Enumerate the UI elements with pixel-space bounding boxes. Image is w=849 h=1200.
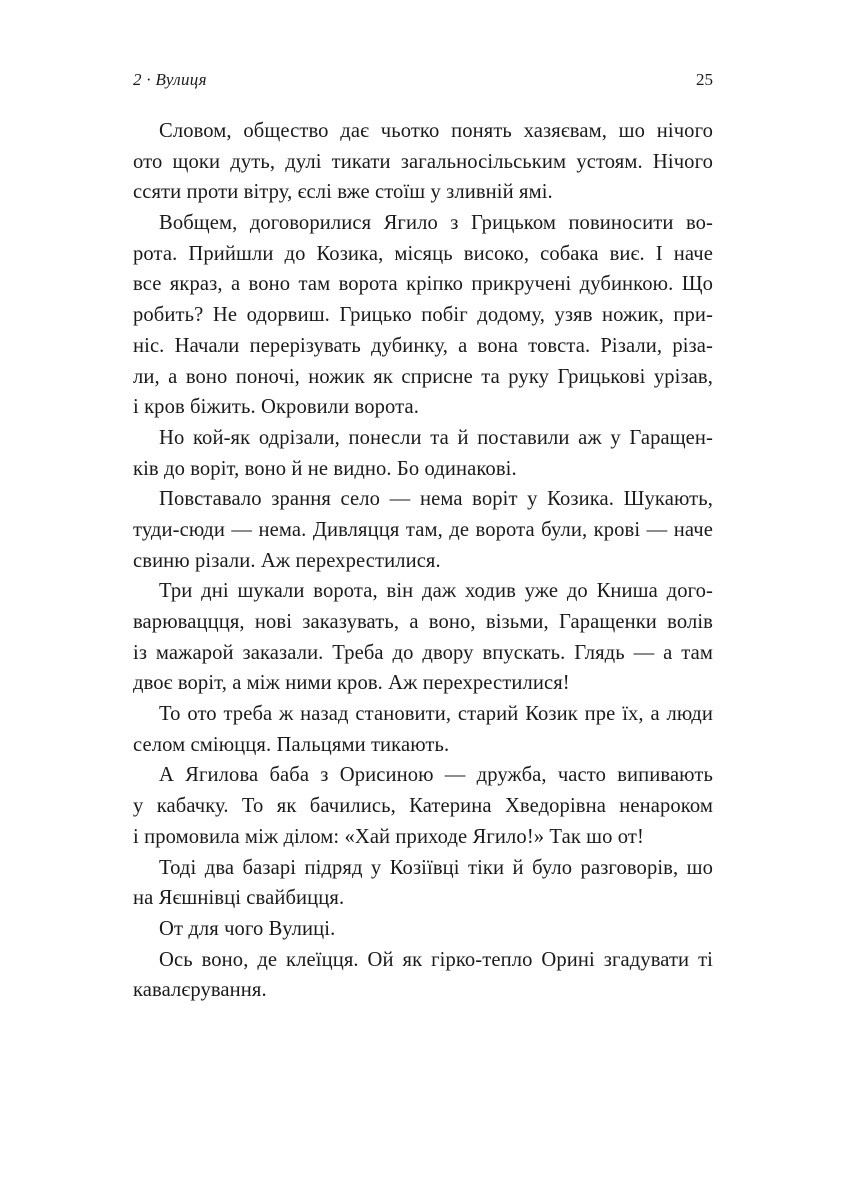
- text-line: кавалєрування.: [133, 979, 267, 1002]
- paragraph: [133, 853, 713, 914]
- running-head: [133, 70, 713, 92]
- text-line: варюваццця, нові заказувать, а воно, візьми, Гаращенки волів: [133, 611, 713, 633]
- text-line: ніс. Начали перерізувать дубинку, а вона товста. Різали, різа-: [133, 334, 713, 357]
- text-line: робить? Не одорвиш. Грицько побіг додому, узяв ножик, при-: [133, 304, 713, 327]
- text-line: Повставало зрання село — нема воріт у Козика. Шукають,: [159, 488, 713, 511]
- text-line: свиню різали. Аж перехрестилися.: [133, 549, 441, 572]
- text-line: ків до воріт, воно й не видно. Бо одинакові.: [133, 457, 517, 480]
- text-line: і кров біжить. Окровили ворота.: [133, 396, 419, 419]
- text-line: ли, а воно поночі, ножик як сприсне та руку Грицькові урізав,: [133, 365, 713, 388]
- text-line: А Ягилова баба з Орисиною — дружба, часто випивають: [159, 764, 713, 787]
- paragraph: [133, 760, 713, 852]
- text-line: ссяти проти вітру, єслі вже стоїш у зливній ямі.: [133, 181, 553, 204]
- paragraph: [133, 699, 713, 760]
- text-line: Словом, общество дає чьотко понять хазяєвам, шо нічого: [159, 120, 713, 142]
- text-line: туди-сюди — нема. Дивляцця там, де ворота були, крові — наче: [133, 518, 713, 541]
- text-line: От для чого Вулиці.: [159, 917, 336, 940]
- text-line: Но кой-як одрізали, понесли та й поставили аж у Гаращен-: [159, 426, 713, 449]
- paragraph: [133, 945, 713, 1006]
- text-line: все якраз, а воно там ворота кріпко прикручені дубинкою. Що: [133, 273, 713, 296]
- text-line: і промовила між ділом: «Хай приходе Ягило!» Так шо от!: [133, 825, 644, 848]
- text-line: із мажарой заказали. Треба до двору впускать. Глядь — а там: [133, 641, 713, 664]
- text-line: у кабачку. То як бачились, Катерина Хведорівна ненароком: [133, 795, 713, 818]
- paragraph: [133, 484, 713, 576]
- text-line: селом сміюцця. Пальцями тикають.: [133, 733, 450, 756]
- text-line: ото щоки дуть, дулі тикати загальносільським устоям. Нічого: [133, 150, 713, 173]
- text-line: на Яєшнівці свайбицця.: [133, 887, 345, 910]
- text-line: Вобщем, договорилися Ягило з Грицьком повиносити во-: [159, 212, 713, 235]
- text-line: двоє воріт, а між ними кров. Аж перехрестилися!: [133, 672, 570, 695]
- paragraph: [133, 576, 713, 699]
- paragraph: [133, 208, 713, 423]
- paragraph: [133, 423, 713, 484]
- text-line: рота. Прийшли до Козика, місяць високо, собака виє. І наче: [133, 242, 713, 265]
- page-number: 25: [696, 70, 713, 89]
- body-text: [133, 116, 713, 1006]
- text-line: Тоді два базарі підряд у Козіївці тіки й було разговорів, шо: [159, 856, 713, 879]
- paragraph: [133, 116, 713, 208]
- chapter-title: 2 · Вулиця: [133, 70, 207, 89]
- text-line: Три дні шукали ворота, він даж ходив уже до Книша дого-: [159, 580, 713, 603]
- text-line: То ото треба ж назад становити, старий Козик пре їх, а люди: [159, 703, 713, 726]
- paragraph: [133, 914, 713, 945]
- text-line: Ось воно, де клеїцця. Ой як гірко-тепло Орині згадувати ті: [159, 948, 713, 971]
